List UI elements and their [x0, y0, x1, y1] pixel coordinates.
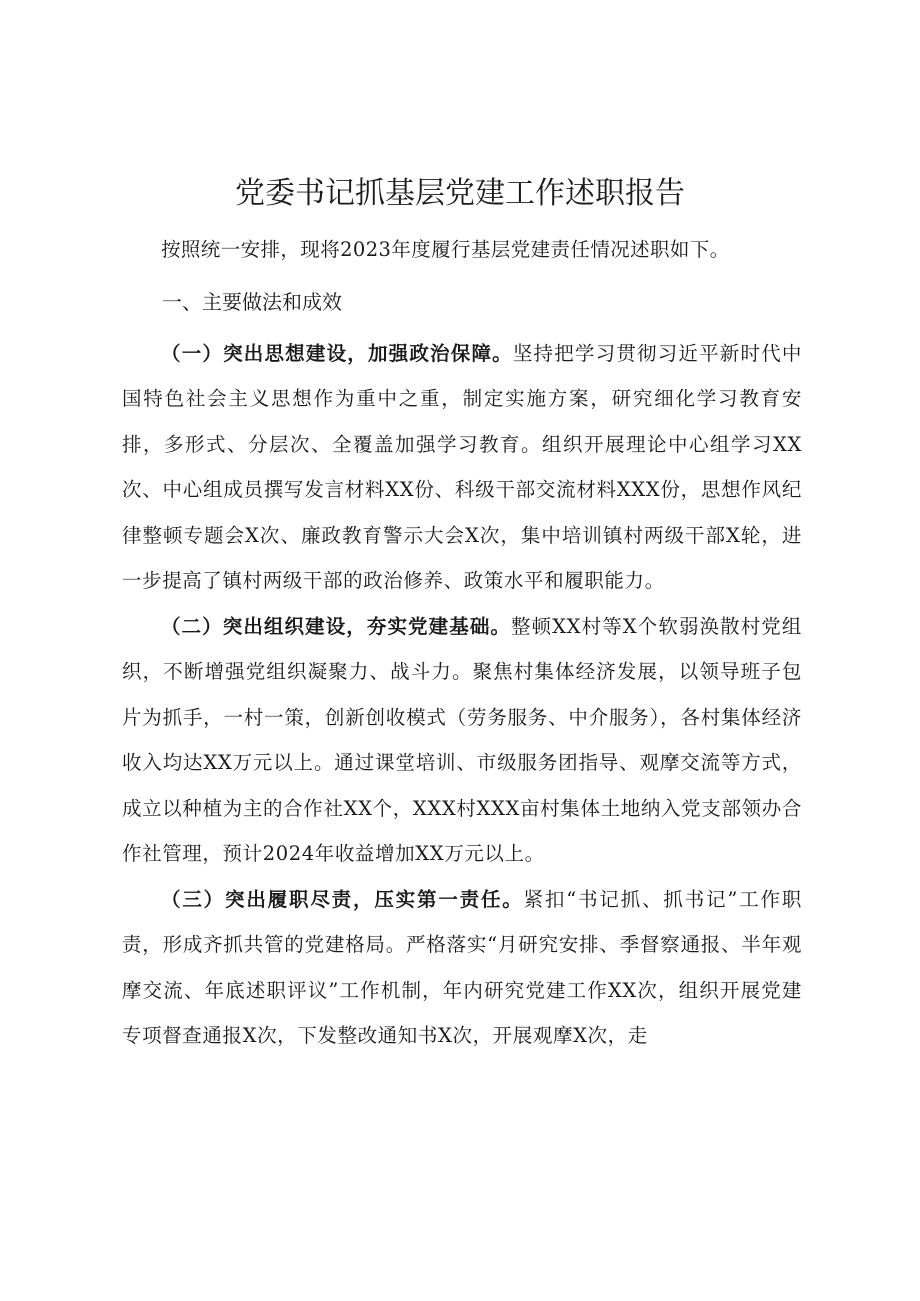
intro-paragraph: 按照统一安排，现将2023年度履行基层党建责任情况述职如下。: [161, 238, 730, 261]
paragraph-1-body: 坚持把学习贯彻习近平新时代中国特色社会主义思想作为重中之重，制定实施方案，研究细化学习教育安排，多形式、分层次、全覆盖加强学习教育。组织开展理论中心组学习XX次、中心组成员撰写发言材料XX份、科级干部交流材料XXX份，思想作风纪律整顿专题会X次、廉政教育警示大会X次，集中培训镇村两级干部X轮，进一步提高了镇村两级干部的政治修养、政策水平和履职能力。: [122, 341, 802, 592]
paragraph-3: [122, 877, 802, 1059]
section-heading-1: 一、主要做法和成效: [162, 289, 342, 314]
paragraph-2: [122, 604, 802, 877]
paragraph-1: [122, 331, 802, 604]
paragraph-1-lead: （一）突出思想建设，加强政治保障。: [161, 341, 513, 365]
paragraph-3-body: 紧扣“书记抓、抓书记”工作职责，形成齐抓共管的党建格局。严格落实“月研究安排、季督察通报、半年观摩交流、年底述职评议”工作机制，年内研究党建工作XX次，组织开展党建专项督查通报X次，下发整改通知书X次，开展观摩X次，走: [122, 887, 802, 1047]
paragraph-2-body: 整顿XX村等X个软弱涣散村党组织，不断增强党组织凝聚力、战斗力。聚焦村集体经济发展，以领导班子包片为抓手，一村一策，创新创收模式（劳务服务、中介服务），各村集体经济收入均达XX万元以上。通过课堂培训、市级服务团指导、观摩交流等方式，成立以种植为主的合作社XX个，XXX村XXX亩村集体土地纳入党支部领办合作社管理，预计2024年收益增加XX万元以上。: [122, 614, 802, 865]
paragraph-3-lead: （三）突出履职尽责，压实第一责任。: [161, 887, 524, 911]
document-body: [122, 227, 802, 1059]
document-title: 党委书记抓基层党建工作述职报告: [235, 176, 685, 211]
paragraph-2-lead: （二）突出组织建设，夯实党建基础。: [161, 614, 511, 638]
